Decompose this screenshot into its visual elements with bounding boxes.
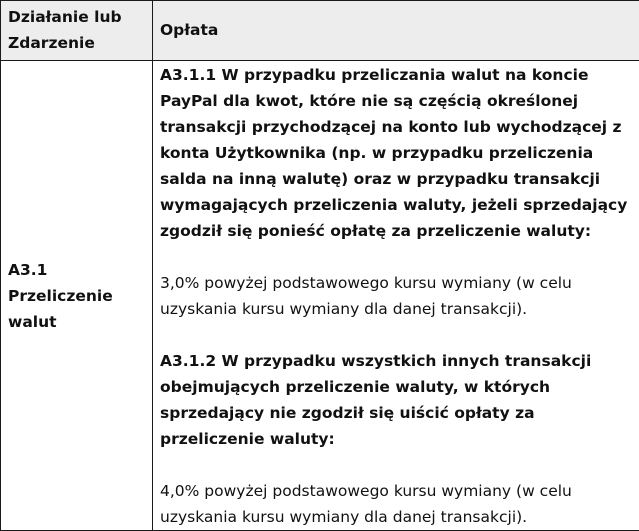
header-action: Działanie lub Zdarzenie <box>1 1 153 61</box>
header-row <box>1 1 639 61</box>
section-a312-heading: A3.1.2 W przypadku wszystkich innych transakcji obejmujących przeliczenie waluty, w których sprzedający nie zgodził się uiścić opłaty za przeliczenie waluty: <box>160 348 631 452</box>
section-a311-heading: A3.1.1 W przypadku przeliczania walut na koncie PayPal dla kwot, które nie są częścią określonej transakcji przychodzącej na konto lub wychodzącej z konta Użytkownika (np. w przypadku przeliczenia salda na inną walutę) oraz w przypadku transakcji wymagających przeliczenia waluty, jeżeli sprzedający zgodził się ponieść opłatę za przeliczenie waluty: <box>160 62 631 244</box>
header-fee: Opłata <box>153 1 639 61</box>
section-a311-fee: 3,0% powyżej podstawowego kursu wymiany (w celu uzyskania kursu wymiany dla danej transakcji). <box>160 270 631 322</box>
table-row <box>1 61 639 531</box>
fee-cell <box>153 61 639 531</box>
section-a312-fee: 4,0% powyżej podstawowego kursu wymiany (w celu uzyskania kursu wymiany dla danej transakcji). <box>160 478 631 530</box>
action-cell: A3.1 Przeliczenie walut <box>1 61 153 531</box>
